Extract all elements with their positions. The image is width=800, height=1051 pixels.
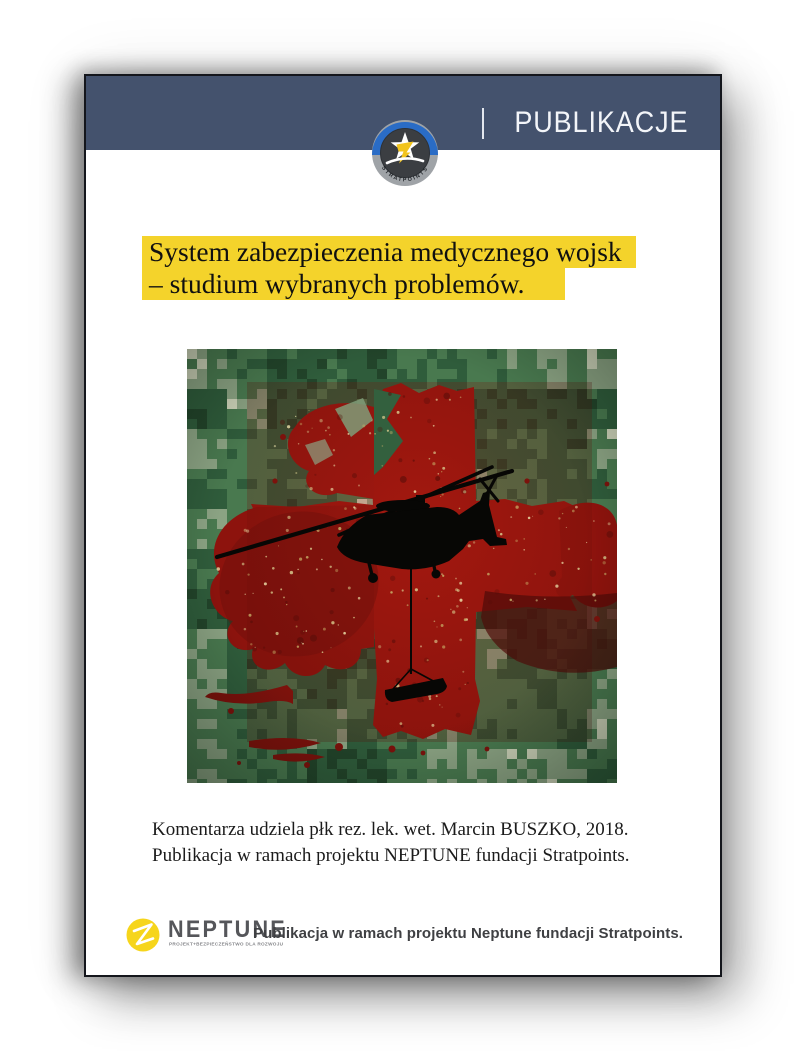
logo-arc-text: STRATPOINTS (380, 165, 430, 184)
footer (126, 916, 706, 960)
artwork-canvas (187, 349, 617, 783)
footer-note: Publikacja w ramach projektu Neptune fundacji Stratpoints. (253, 925, 684, 942)
pipe-separator (482, 108, 484, 139)
caption-line-1: Komentarza udziela płk rez. lek. wet. Marcin BUSZKO, 2018. (152, 819, 629, 840)
vignette (187, 349, 617, 783)
publication-page (84, 74, 722, 977)
neptune-tagline: PROJEKT+BEZPIECZEŃSTWO DLA ROZWOJU (169, 942, 284, 948)
artwork (187, 349, 617, 783)
title-block (142, 236, 636, 300)
publications-header (482, 106, 688, 140)
neptune-logo (126, 918, 160, 952)
neptune-wordmark: NEPTUNE (168, 916, 287, 943)
title-line-1: System zabezpieczenia medycznego wojsk (142, 236, 636, 268)
caption-line-2: Publikacja w ramach projektu NEPTUNE fundacji Stratpoints. (152, 845, 630, 866)
publications-label: PUBLIKACJE (513, 106, 688, 139)
title-line-2: – studium wybranych problemów. (142, 268, 565, 300)
caption-block (152, 817, 630, 869)
stratpoints-logo (372, 120, 438, 186)
